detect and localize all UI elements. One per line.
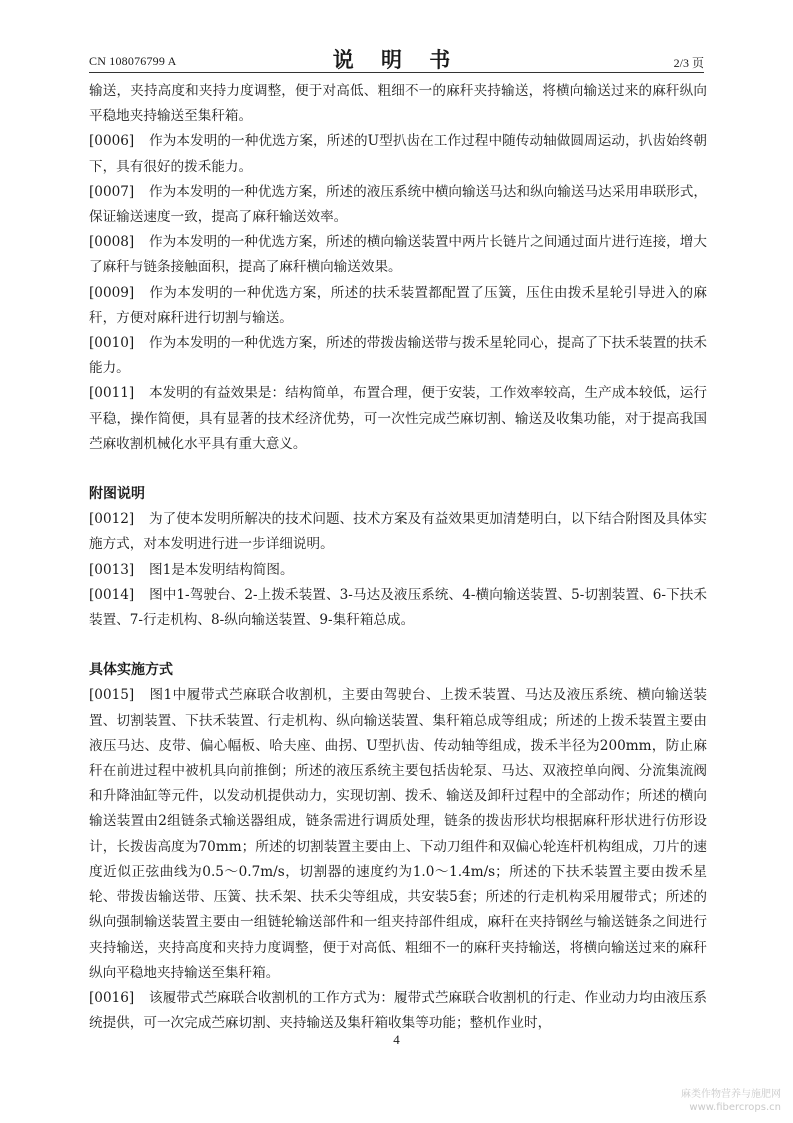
paragraph — [89, 180, 707, 230]
paragraph-number: [0014] — [89, 586, 135, 603]
header-rule — [89, 72, 704, 73]
paragraph — [89, 583, 707, 633]
watermark — [681, 1088, 781, 1114]
paragraph — [89, 331, 707, 381]
paragraph-text: 作为本发明的一种优选方案，所述的扶禾装置都配置了压簧，压住由拨禾星轮引导进入的麻秆，方便对麻秆进行切割与输送。 — [89, 284, 707, 326]
paragraph-number: [0015] — [89, 687, 135, 704]
paragraph-text: 作为本发明的一种优选方案，所述的横向输送装置中两片长链片之间通过面片进行连接，增大了麻秆与链条接触面积，提高了麻秆横向输送效果。 — [89, 234, 707, 276]
paragraph — [89, 381, 707, 457]
paragraph-text: 图中1-驾驶台、2-上拨禾装置、3-马达及液压系统、4-横向输送装置、5-切割装置、6-下扶禾装置、7-行走机构、8-纵向输送装置、9-集秆箱总成。 — [89, 586, 707, 629]
paragraph-number: [0009] — [89, 284, 135, 301]
document-body — [89, 79, 707, 1036]
paragraph-text: 该履带式苎麻联合收割机的工作方式为：履带式苎麻联合收割机的行走、作业动力均由液压系统提供，可一次完成苎麻切割、夹持输送及集秆箱收集等功能；整机作业时， — [89, 989, 707, 1032]
paragraph-text: 为了使本发明所解决的技术问题、技术方案及有益效果更加清楚明白，以下结合附图及具体实施方式，对本发明进行进一步详细说明。 — [89, 511, 707, 553]
paragraph-number: [0013] — [89, 561, 135, 578]
paragraph-number: [0010] — [89, 335, 135, 352]
section-heading-drawings: 附图说明 — [89, 486, 145, 503]
paragraph — [89, 986, 707, 1036]
paragraph — [89, 281, 707, 331]
paragraph-number: [0012] — [89, 511, 135, 528]
paragraph-number: [0007] — [89, 183, 135, 200]
document-title: 说 明 书 — [332, 48, 461, 72]
page-header — [89, 44, 704, 72]
paragraph-continued — [89, 79, 707, 129]
paragraph-text: 作为本发明的一种优选方案，所述的液压系统中横向输送马达和纵向输送马达采用串联形式，保证输送速度一致，提高了麻秆输送效率。 — [89, 183, 707, 226]
paragraph-number: [0006] — [89, 133, 135, 150]
paragraph — [89, 230, 707, 280]
paragraph-text: 作为本发明的一种优选方案，所述的带拨齿输送带与拨禾星轮同心，提高了下扶禾装置的扶禾能力。 — [89, 335, 707, 377]
paragraph-text: 图1是本发明结构简图。 — [149, 561, 294, 578]
paragraph — [89, 683, 707, 985]
paragraph-text: 作为本发明的一种优选方案，所述的U型扒齿在工作过程中随传动轴做圆周运动，扒齿始终朝下，具有很好的拨禾能力。 — [89, 133, 707, 175]
patent-number: CN 108076799 A — [89, 54, 177, 68]
paragraph-number: [0011] — [89, 385, 135, 402]
paragraph-text: 图1中履带式苎麻联合收割机，主要由驾驶台、上拨禾装置、马达及液压系统、横向输送装置、切割装置、下扶禾装置、行走机构、纵向输送装置、集秆箱总成等组成；所述的上拨禾装置主要由液压马达、皮带、偏心幅板、哈夫座、曲拐、U型扒齿、传动轴等组成，拨禾半径为200mm，防止麻秆在前进过程中被机具向前推倒；所述的液压系统主要包括齿轮泵、马达、双液控单向阀、分流集流阀和升降油缸等元件，以发动机提供动力，实现切割、拨禾、输送及卸秆过程中的全部动作；所述的横向输送装置由2组链条式输送器组成，链条需进行调质处理，链条的拨齿形状均根据麻秆形状进行仿形设计，长拨齿高度为70mm；所述的切割装置主要由上、下动刀组件和双偏心轮连杆机构组成，刀片的速度近似正弦曲线为0.5～0.7m/s，切割器的速度约为1.0～1.4m/s；所述的下扶禾装置主要由拨禾星轮、带拨齿输送带、压簧、扶禾架、扶禾尖等组成，共安装5套；所述的行走机构采用履带式；所述的纵向强制输送装置主要由一组链轮输送部件和一组夹持部件组成，麻秆在夹持钢丝与输送链条之间进行夹持输送，夹持高度和夹持力度调整，便于对高低、粗细不一的麻秆夹持输送，将横向输送过来的麻秆纵向平稳地夹持输送至集秆箱。 — [89, 687, 707, 981]
paragraph — [89, 129, 707, 179]
watermark-url: www.fibercrops.cn — [689, 1102, 781, 1113]
paragraph-text: 本发明的有益效果是：结构简单，布置合理，便于安装，工作效率较高，生产成本较低，运行平稳，操作简便，具有显著的技术经济优势，可一次性完成苎麻切割、输送及收集功能，对于提高我国苎麻收割机械化水平具有重大意义。 — [89, 385, 707, 452]
paragraph-number: [0008] — [89, 234, 135, 251]
paragraph — [89, 507, 707, 557]
paragraph — [89, 558, 707, 583]
section-heading-embodiments: 具体实施方式 — [89, 662, 173, 679]
page-count: 2/3 页 — [673, 56, 704, 70]
page-number: 4 — [393, 1032, 400, 1047]
watermark-line: 麻类作物营养与施肥网 — [681, 1089, 781, 1100]
paragraph-text: 输送，夹持高度和夹持力度调整，便于对高低、粗细不一的麻秆夹持输送，将横向输送过来的麻秆纵向平稳地夹持输送至集秆箱。 — [89, 83, 707, 125]
paragraph-number: [0016] — [89, 989, 135, 1006]
